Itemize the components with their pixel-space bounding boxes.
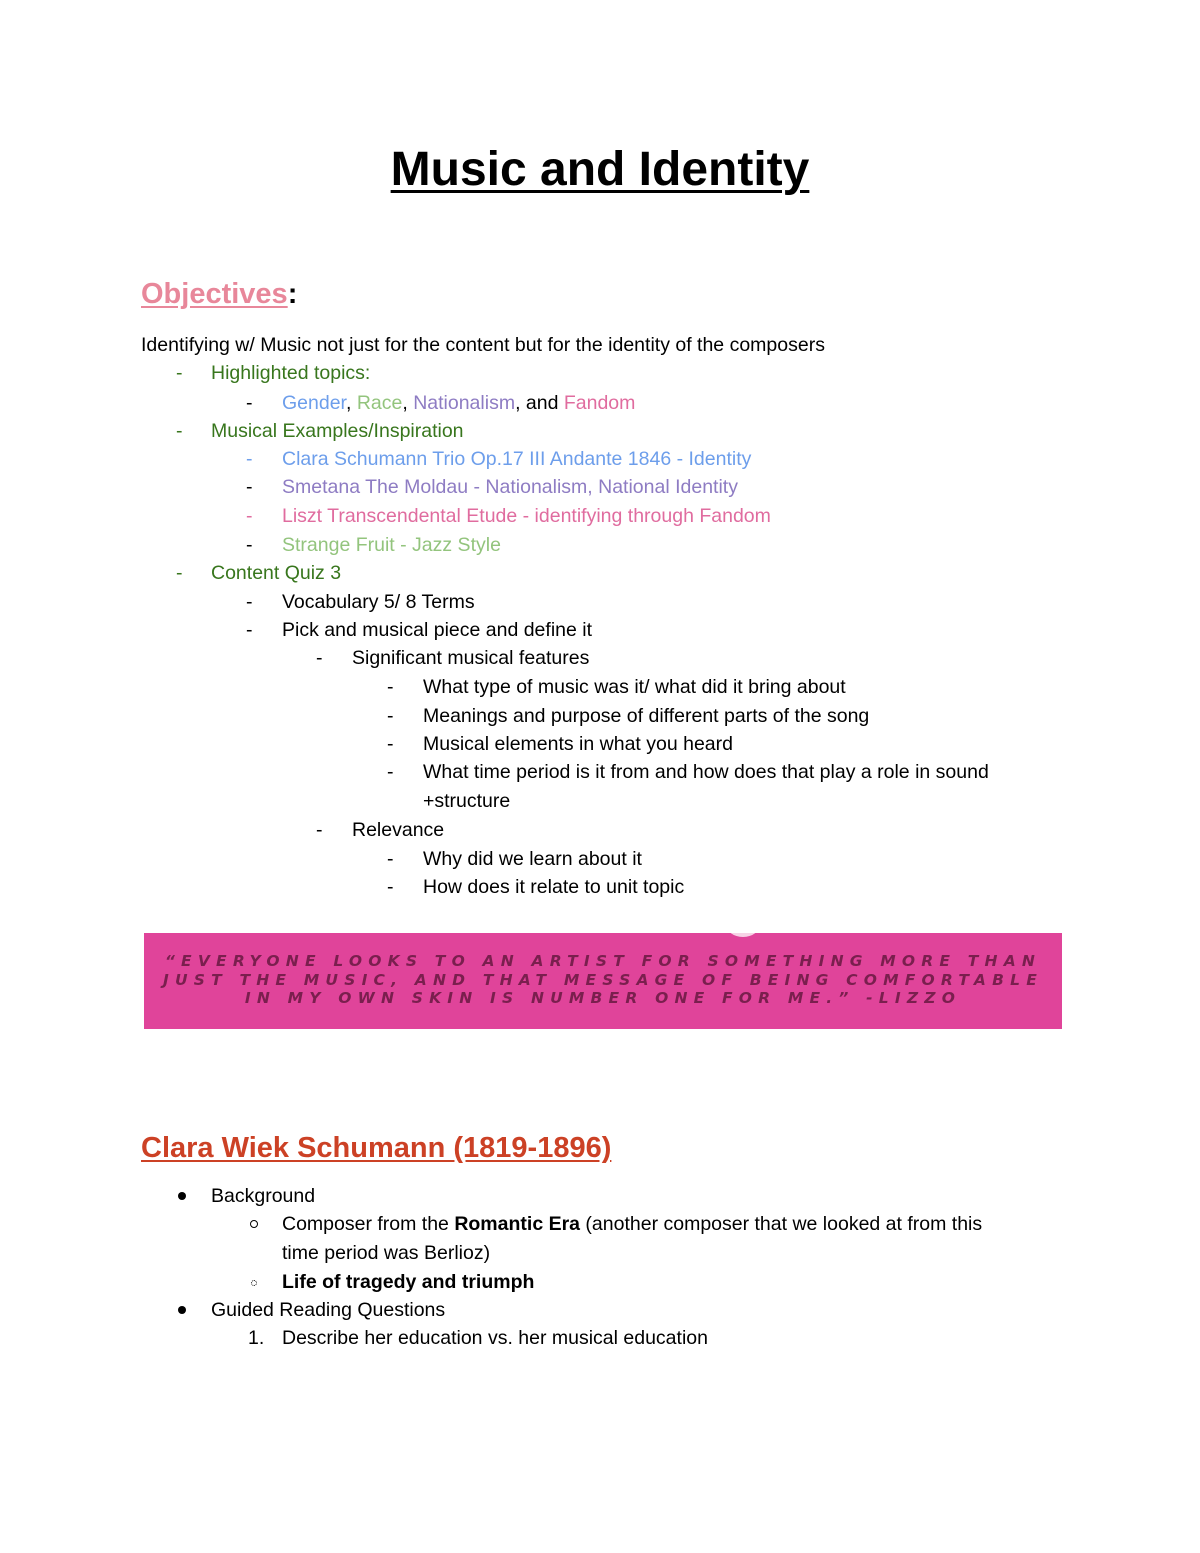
bullet-disc bbox=[178, 1306, 186, 1314]
dash-marker: - bbox=[176, 420, 183, 442]
example-smetana: Smetana The Moldau - Nationalism, National Identity bbox=[282, 476, 738, 498]
objectives-colon: : bbox=[287, 278, 298, 310]
topic-separator: , bbox=[345, 392, 357, 414]
feature-item-continuation: +structure bbox=[423, 790, 511, 812]
dash-marker: - bbox=[246, 619, 253, 641]
question-text: Describe her education vs. her musical education bbox=[282, 1327, 708, 1349]
relevance-item: How does it relate to unit topic bbox=[423, 876, 685, 898]
bullet-dotted bbox=[251, 1280, 257, 1286]
quiz-vocab: Vocabulary 5/ 8 Terms bbox=[282, 591, 475, 613]
dash-marker: - bbox=[387, 876, 394, 898]
relevance-item: Why did we learn about it bbox=[423, 848, 642, 870]
lizzo-quote-banner bbox=[144, 933, 1062, 1029]
quiz-pick: Pick and musical piece and define it bbox=[282, 619, 593, 641]
dash-marker: - bbox=[246, 505, 253, 527]
topic-separator: , bbox=[402, 392, 414, 414]
question-number: 1. bbox=[248, 1327, 265, 1349]
feature-item: What time period is it from and how does that play a role in sound bbox=[423, 761, 989, 783]
dash-marker: - bbox=[246, 448, 253, 470]
topic-gender: Gender bbox=[282, 392, 346, 414]
composer-continuation: time period was Berlioz) bbox=[282, 1242, 491, 1264]
quiz-features: Significant musical features bbox=[352, 647, 590, 669]
dash-marker: - bbox=[387, 848, 394, 870]
dash-marker: - bbox=[387, 761, 394, 783]
topic-race: Race bbox=[356, 392, 403, 414]
dash-marker: - bbox=[246, 534, 253, 556]
content-quiz-label: Content Quiz 3 bbox=[211, 562, 342, 584]
musical-examples-label: Musical Examples/Inspiration bbox=[211, 420, 464, 442]
dash-marker: - bbox=[316, 819, 323, 841]
dash-marker: - bbox=[387, 733, 394, 755]
page-title: Music and Identity bbox=[390, 143, 810, 196]
objectives-intro: Identifying w/ Music not just for the content but for the identity of the composers bbox=[141, 334, 825, 356]
example-strange-fruit: Strange Fruit - Jazz Style bbox=[282, 534, 501, 556]
composer-pre: Composer from the bbox=[282, 1213, 455, 1235]
objectives-heading bbox=[141, 278, 297, 311]
dash-marker: - bbox=[246, 476, 253, 498]
dash-marker: - bbox=[176, 562, 183, 584]
quote-line: “EVERYONE LOOKS TO AN ARTIST FOR SOMETHING MORE THAN bbox=[164, 952, 1042, 970]
dash-marker: - bbox=[246, 591, 253, 613]
bullet-disc bbox=[178, 1192, 186, 1200]
feature-item: What type of music was it/ what did it bring about bbox=[423, 676, 846, 698]
clara-heading: Clara Wiek Schumann (1819-1896) bbox=[141, 1132, 612, 1164]
romantic-era: Romantic Era bbox=[454, 1213, 581, 1235]
background-label: Background bbox=[211, 1185, 316, 1207]
topic-nationalism: Nationalism bbox=[413, 392, 516, 414]
dash-marker: - bbox=[316, 647, 323, 669]
topic-fandom: Fandom bbox=[563, 392, 636, 414]
topics-line bbox=[282, 389, 635, 417]
dash-marker: - bbox=[246, 392, 253, 414]
bullet-circle bbox=[250, 1220, 258, 1228]
example-clara: Clara Schumann Trio Op.17 III Andante 1846 - Identity bbox=[282, 448, 752, 470]
feature-item: Musical elements in what you heard bbox=[423, 733, 733, 755]
quote-line: JUST THE MUSIC, AND THAT MESSAGE OF BEING COMFORTABLE bbox=[162, 970, 1043, 989]
composer-post: (another composer that we looked at from this bbox=[580, 1213, 983, 1235]
dash-marker: - bbox=[176, 362, 183, 384]
guided-reading-label: Guided Reading Questions bbox=[211, 1299, 446, 1321]
banner-decoration bbox=[726, 933, 760, 937]
dash-marker: - bbox=[387, 705, 394, 727]
lizzo-quote bbox=[144, 952, 1062, 1008]
objectives-heading-text: Objectives bbox=[141, 278, 288, 310]
composer-text bbox=[282, 1210, 982, 1238]
dash-marker: - bbox=[387, 676, 394, 698]
quote-line: IN MY OWN SKIN IS NUMBER ONE FOR ME.” -LIZZO bbox=[244, 989, 962, 1007]
feature-item: Meanings and purpose of different parts of the song bbox=[423, 705, 870, 727]
example-liszt: Liszt Transcendental Etude - identifying through Fandom bbox=[282, 505, 771, 527]
highlighted-topics-label: Highlighted topics: bbox=[211, 362, 371, 384]
quiz-relevance: Relevance bbox=[352, 819, 445, 841]
life-text: Life of tragedy and triumph bbox=[282, 1271, 535, 1293]
topic-separator: , and bbox=[515, 392, 564, 414]
